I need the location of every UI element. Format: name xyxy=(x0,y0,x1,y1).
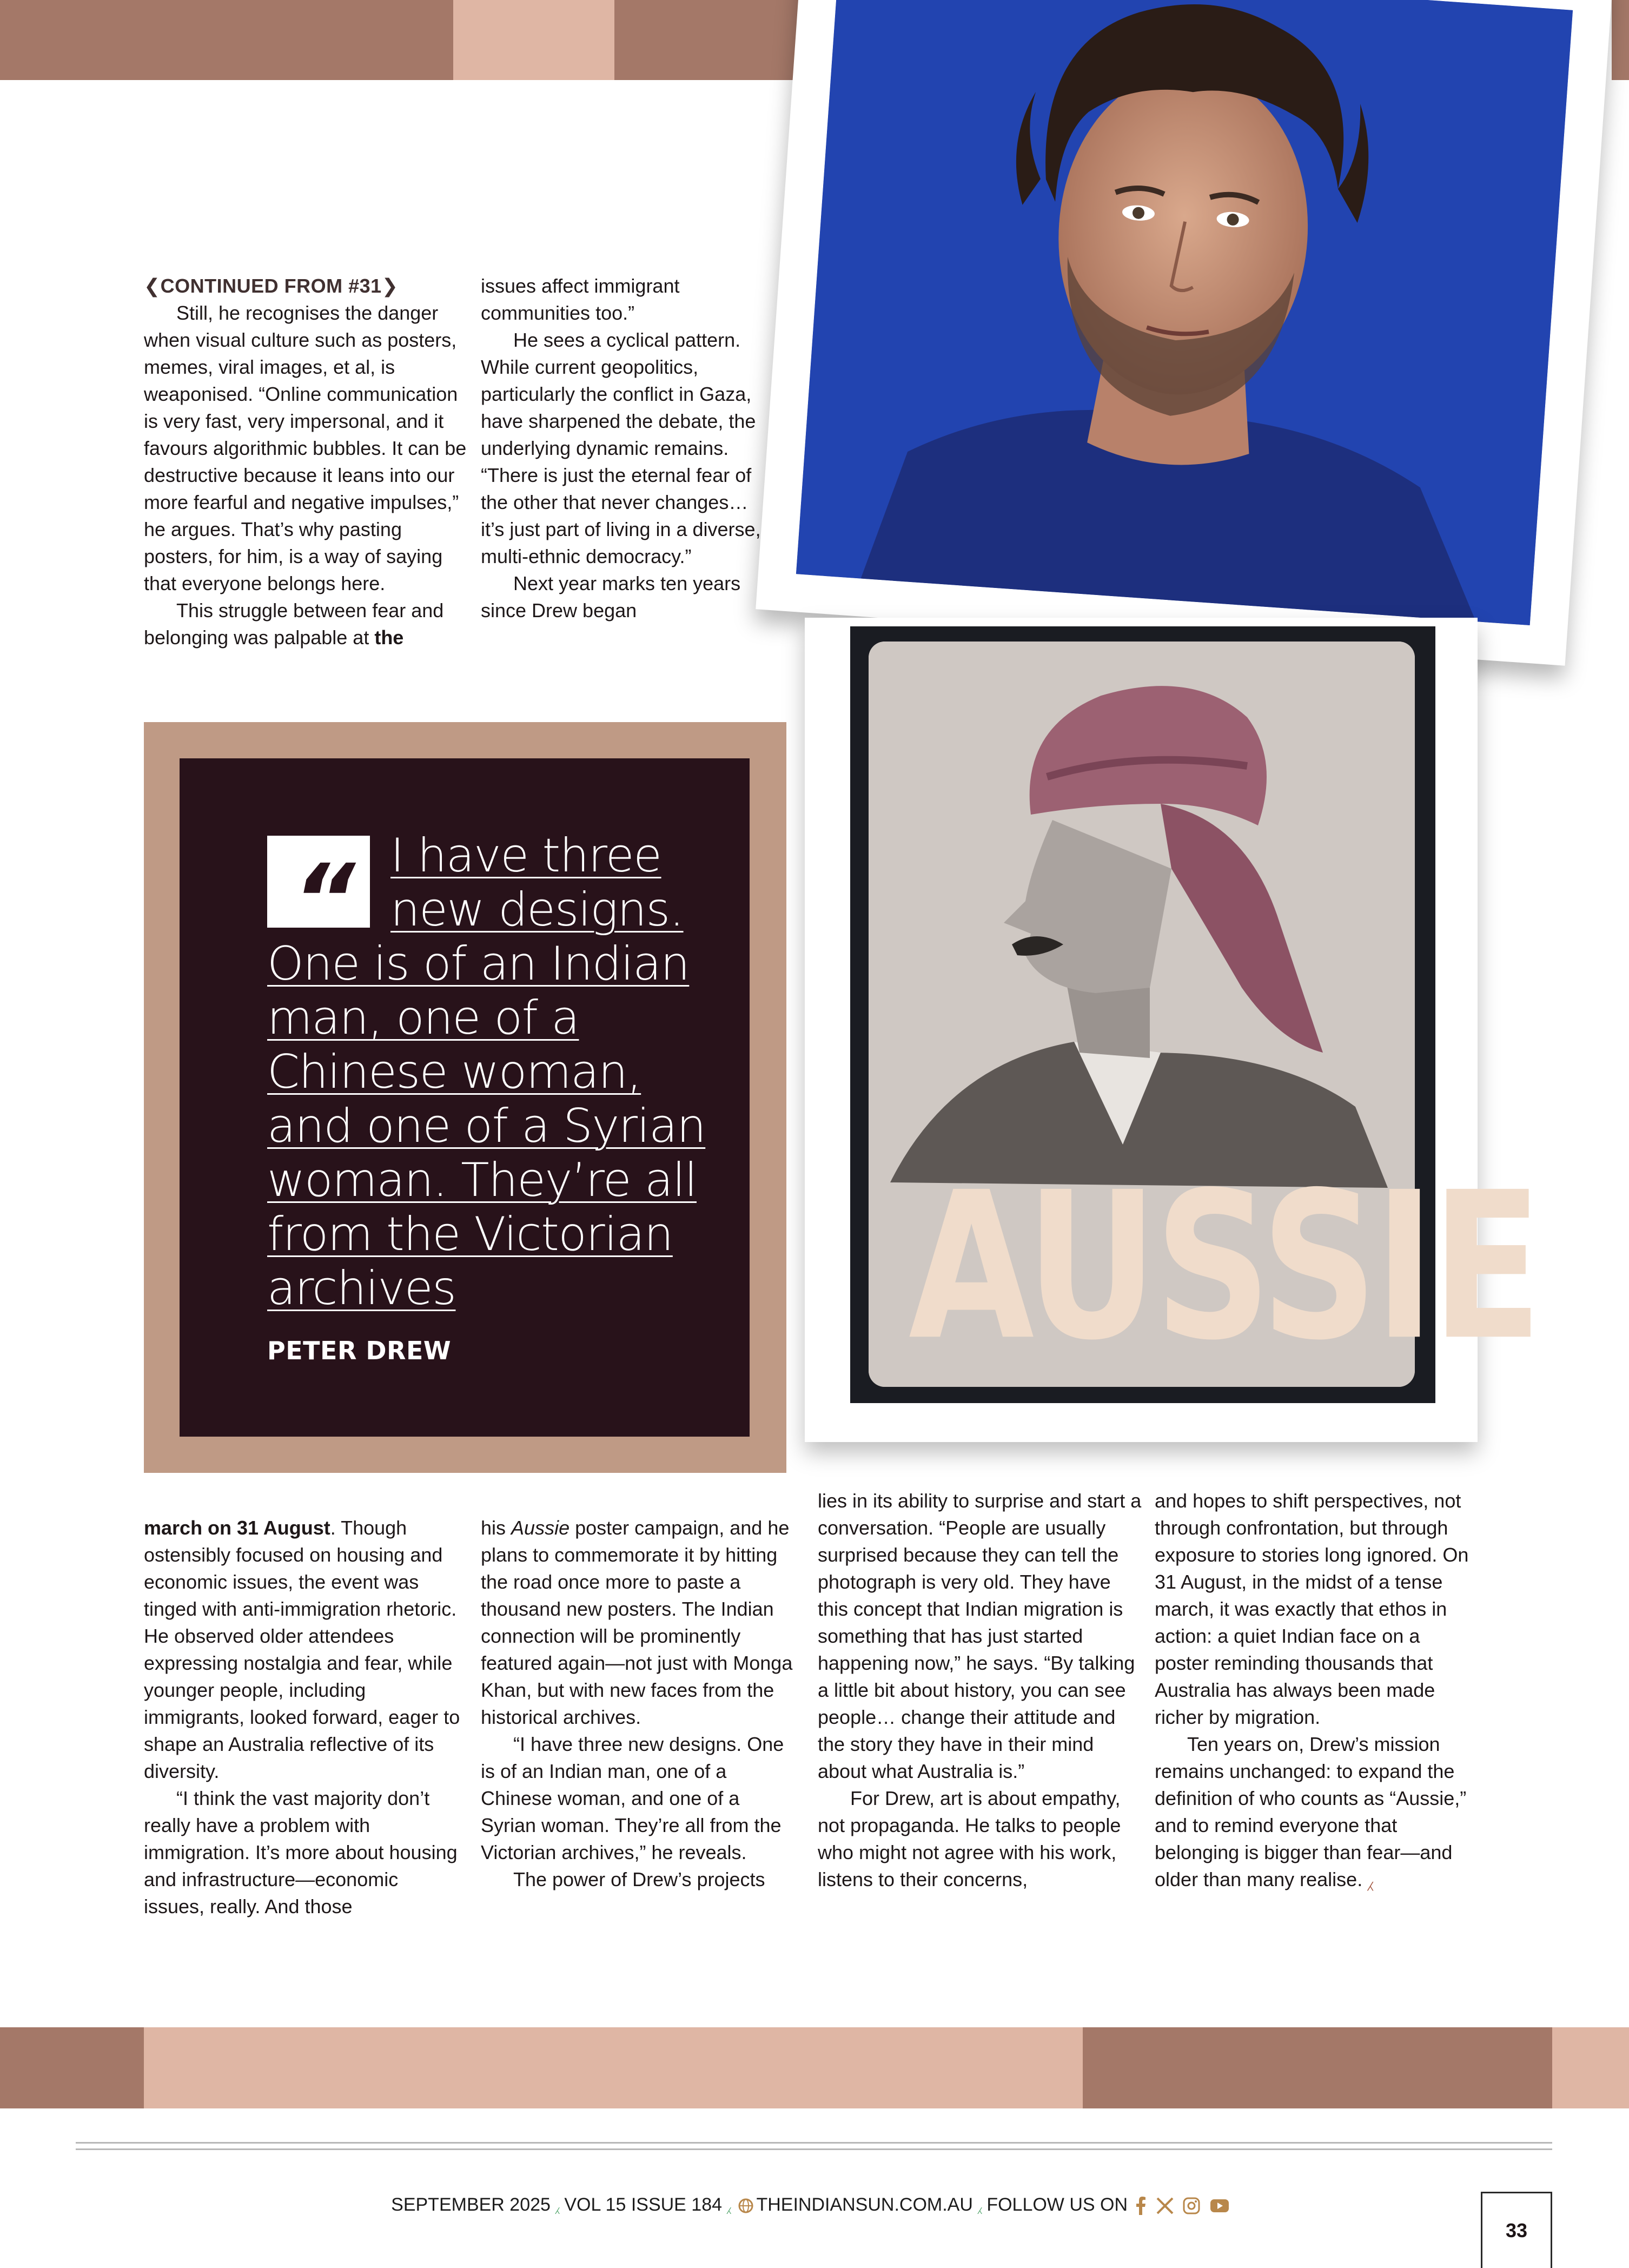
separator-icon: ⁁ xyxy=(978,2198,982,2214)
paragraph: his Aussie poster campaign, and he plans to commemorate it by hitting the road once more to paste a thousand new posters. The Indian connection will be prominently featured again—not just with Monga Khan, but with new faces from the historical archives. xyxy=(481,1517,793,1728)
portrait-photo xyxy=(796,0,1573,625)
column-2-bottom xyxy=(481,1515,800,1893)
paragraph: and hopes to shift perspectives, not through confrontation, but through exposure to stories long ignored. On 31 August, in the midst of a tense march, it was exactly that ethos in action: a quiet Indian face on a poster reminding thousands that Australia has always been made richer by migration. xyxy=(1155,1490,1469,1728)
footer-issue: VOL 15 ISSUE 184 xyxy=(564,2194,723,2215)
bottom-band-dark xyxy=(1083,2027,1552,2108)
footer-site-link[interactable]: THEINDIANSUN.COM.AU xyxy=(756,2194,973,2215)
paragraph: For Drew, art is about empathy, not propaganda. He talks to people who might not agree with his work, listens to their concerns, xyxy=(818,1787,1121,1890)
bottom-band-left xyxy=(0,2027,144,2108)
pullquote-attribution: PETER DREW xyxy=(267,1336,452,1365)
paragraph: lies in its ability to surprise and start a conversation. “People are usually surprised because they can tell the photograph is very old. They have this concept that Indian migration is something that has just started happening now,” he says. “By talking a little bit about history, you can see people… change their attitude and the story they have in their mind about what Australia is.” xyxy=(818,1490,1142,1782)
footer-line xyxy=(379,2193,1244,2218)
footer-follow: FOLLOW US ON xyxy=(986,2194,1128,2215)
column-1-bottom xyxy=(144,1515,463,1920)
instagram-icon[interactable] xyxy=(1183,2197,1200,2214)
youtube-icon[interactable] xyxy=(1210,2198,1229,2213)
paragraph: “I have three new designs. One is of an Indian man, one of a Chinese woman, and one of a Syrian woman. They’re all from the Victorian archives,” he reveals. xyxy=(481,1733,784,1863)
column-1-top xyxy=(144,273,468,651)
end-mark-icon: ⁁ xyxy=(1368,1868,1373,1890)
footer-rule xyxy=(76,2148,1552,2150)
continued-label: ❮CONTINUED FROM #31❯ xyxy=(144,275,399,297)
separator-icon: ⁁ xyxy=(727,2198,731,2214)
paragraph: This struggle between fear and belonging was palpable at the xyxy=(144,599,444,649)
poster-aussie-word: AUSSIE xyxy=(909,1148,1539,1385)
paragraph: “I think the vast majority don’t really have a problem with immigration. It’s more about housing and infrastructure—economic issues, really. And those xyxy=(144,1787,458,1917)
top-band-left xyxy=(0,0,453,80)
column-2-top xyxy=(481,273,762,624)
top-band-light xyxy=(453,0,614,80)
footer-date: SEPTEMBER 2025 xyxy=(391,2194,551,2215)
bottom-band-light xyxy=(144,2027,1083,2108)
facebook-icon[interactable] xyxy=(1135,2197,1147,2215)
paragraph: Ten years on, Drew’s mission remains unchanged: to expand the definition of who counts as “Aussie,” and to remind everyone that belonging is bigger than fear—and older than many realise. ⁁ xyxy=(1155,1733,1467,1890)
paragraph: Still, he recognises the danger when visual culture such as posters, memes, viral images, et al, is weaponised. “Online communication is very fast, very impersonal, and it favours algorithmic bubbles. It can be destructive because it leans into our more fearful and negative impulses,” he argues. That’s why pasting posters, for him, is a way of saying that everyone belongs here. xyxy=(144,302,467,594)
page-number: 33 xyxy=(1481,2192,1552,2268)
footer-rule xyxy=(76,2142,1552,2144)
globe-icon xyxy=(738,2198,754,2214)
portrait-photo-frame xyxy=(756,0,1613,666)
column-3 xyxy=(818,1487,1142,1893)
quote-mark-icon: “ xyxy=(267,836,370,928)
separator-icon: ⁁ xyxy=(555,2198,559,2214)
paragraph: march on 31 August. Though ostensibly focused on housing and economic issues, the event was tinged with anti-immigration rhetoric. He observed older attendees expressing nostalgia and fear, while younger people, including immigrants, looked forward, eager to shape an Australia reflective of its diversity. xyxy=(144,1517,460,1782)
paragraph: issues affect immigrant communities too.” xyxy=(481,275,680,324)
column-4 xyxy=(1155,1487,1479,1893)
bottom-band-right xyxy=(1552,2027,1629,2108)
paragraph: Next year marks ten years since Drew began xyxy=(481,572,741,621)
paragraph: He sees a cyclical pattern. While current geopolitics, particularly the conflict in Gaza, have sharpened the debate, the underlying dynamic remains. “There is just the eternal fear of the other that never changes… it’s just part of living in a diverse, multi-ethnic democracy.” xyxy=(481,329,761,567)
paragraph: The power of Drew’s projects xyxy=(513,1868,765,1890)
portrait-illustration xyxy=(796,0,1573,625)
pullquote-text: I have three new designs. One is of an Indian man, one of a Chinese woman, and one of a Syrian woman. They’re all from the Victorian archives xyxy=(267,829,706,1315)
x-icon[interactable] xyxy=(1156,2197,1174,2214)
top-band-right xyxy=(1612,0,1629,80)
